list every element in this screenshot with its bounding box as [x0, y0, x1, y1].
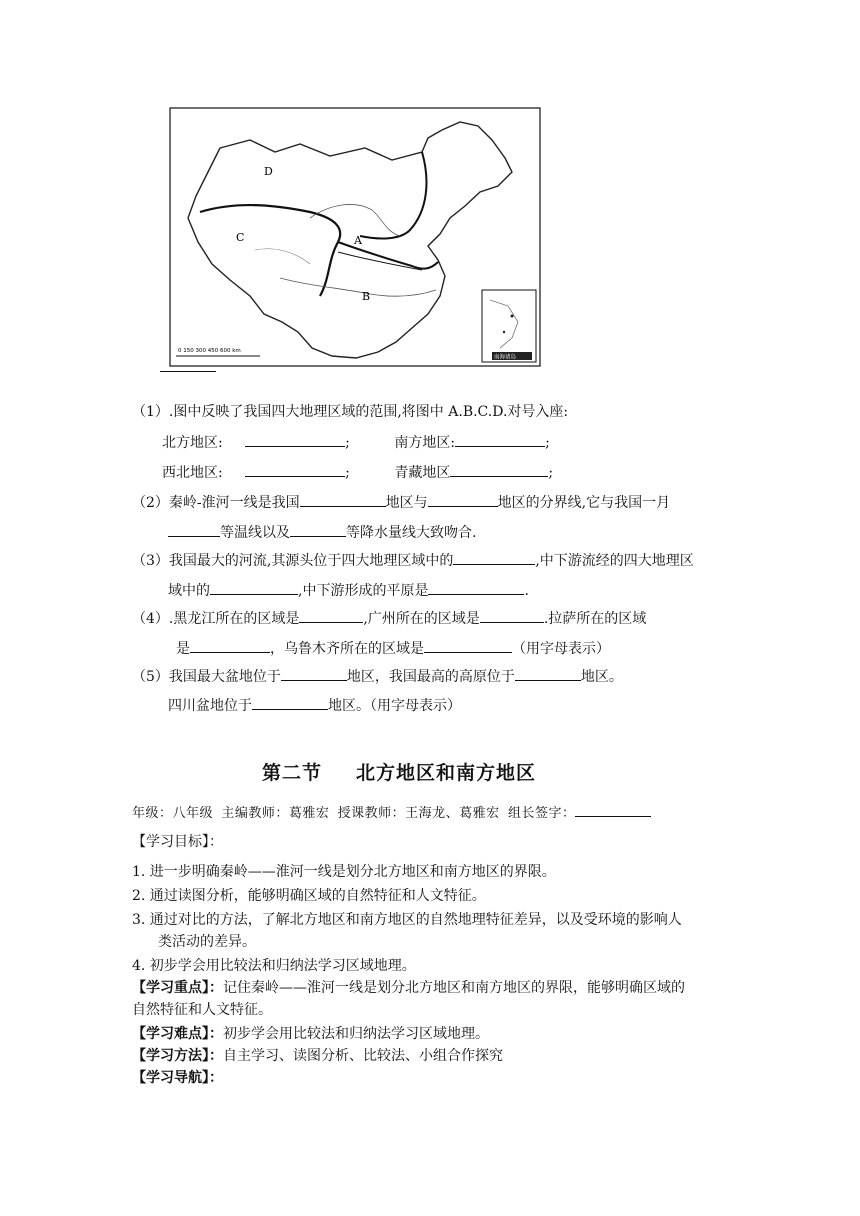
navigation-label: 【学习导航】：	[132, 1070, 223, 1086]
navigation	[132, 1068, 223, 1088]
answer-blank[interactable]	[515, 666, 581, 681]
answer-blank[interactable]	[245, 462, 345, 477]
key-points: 【学习重点】：记住秦岭——淮河一线是划分北方地区和南方地区的界限，能够明确区域的	[132, 980, 685, 996]
difficulty-label: 【学习难点】：	[132, 1026, 223, 1042]
q3-row2: 域中的 ,中下游形成的平原是 .	[168, 580, 529, 601]
signature-blank[interactable]	[575, 804, 651, 817]
answer-blank[interactable]	[424, 638, 512, 653]
key-points-continued: 自然特征和人文特征。	[132, 1002, 272, 1018]
answer-blank[interactable]	[252, 695, 328, 710]
section-heading	[262, 758, 536, 785]
answer-blank[interactable]	[428, 580, 524, 595]
answer-blank[interactable]	[455, 432, 545, 447]
answer-blank[interactable]	[168, 522, 220, 537]
scale-text: 0 150 300 450 600 km	[178, 348, 241, 354]
q4-row1: （4）.黑龙江所在的区域是 ,广州所在的区域是 .拉萨所在的区域	[132, 608, 646, 629]
q1-row1: 北方地区: ; 南方地区: ;	[162, 432, 550, 453]
answer-blank[interactable]	[299, 608, 363, 623]
answer-blank[interactable]	[480, 608, 544, 623]
section-title: 北方地区和南方地区	[356, 762, 537, 784]
inset-frame	[482, 290, 536, 362]
map-underline	[160, 371, 216, 372]
q5-row1: （5）我国最大盆地位于 地区，我国最高的高原位于 地区。	[132, 666, 623, 687]
answer-blank[interactable]	[190, 638, 270, 653]
answer-blank[interactable]	[428, 492, 498, 507]
objective-item: 3. 通过对比的方法，了解北方地区和南方地区的自然地理特征差异，以及受环境的影响人	[132, 912, 682, 928]
region-label-c: C	[236, 231, 245, 244]
answer-blank[interactable]	[245, 432, 345, 447]
objective-item: 4. 初步学会用比较法和归纳法学习区域地理。	[132, 958, 416, 974]
region-label-a: A	[354, 234, 362, 247]
answer-blank[interactable]	[300, 492, 386, 507]
q1-intro: （1）.图中反映了我国四大地理区域的范围,将图中 A.B.C.D.对号入座:	[132, 404, 569, 420]
q3-row1: （3）我国最大的河流,其源头位于四大地理区域中的 ,中下游流经的四大地理区	[132, 550, 694, 571]
answer-blank[interactable]	[450, 462, 548, 477]
difficulty: 【学习难点】：初步学会用比较法和归纳法学习区域地理。	[132, 1026, 489, 1042]
q1-row2: 西北地区: ; 青藏地区 ;	[162, 462, 553, 483]
objective-item: 2. 通过读图分析，能够明确区域的自然特征和人文特征。	[132, 888, 486, 904]
method: 【学习方法】：自主学习、读图分析、比较法、小组合作探究	[132, 1048, 503, 1064]
objective-item-continued: 类活动的差异。	[158, 934, 256, 950]
q4-row2: 是 ，乌鲁木齐所在的区域是 （用字母表示）	[176, 638, 610, 659]
q2-row2: 等温线以及 等降水量线大致吻合.	[168, 522, 476, 543]
objective-item: 1. 进一步明确秦岭——淮河一线是划分北方地区和南方地区的界限。	[132, 864, 556, 880]
inset-caption: 南海诸岛	[494, 354, 517, 361]
answer-blank[interactable]	[210, 580, 298, 595]
q2-row1: （2）秦岭-淮河一线是我国 地区与 地区的分界线,它与我国一月	[132, 492, 670, 513]
section-number: 第二节	[262, 762, 323, 784]
answer-blank[interactable]	[453, 550, 535, 565]
meta-line: 年级：八年级 主编教师：葛雅宏 授课教师：王海龙、葛雅宏 组长签字：	[132, 802, 651, 821]
method-label: 【学习方法】：	[132, 1048, 223, 1064]
q5-row2: 四川盆地位于 地区。（用字母表示）	[168, 695, 461, 716]
answer-blank[interactable]	[281, 666, 347, 681]
objectives-heading: 【学习目标】：	[132, 834, 223, 850]
answer-blank[interactable]	[290, 522, 346, 537]
china-regions-map	[160, 100, 545, 380]
region-label-b: B	[362, 290, 371, 303]
region-label-d: D	[264, 165, 273, 178]
key-points-label: 【学习重点】：	[132, 980, 223, 996]
